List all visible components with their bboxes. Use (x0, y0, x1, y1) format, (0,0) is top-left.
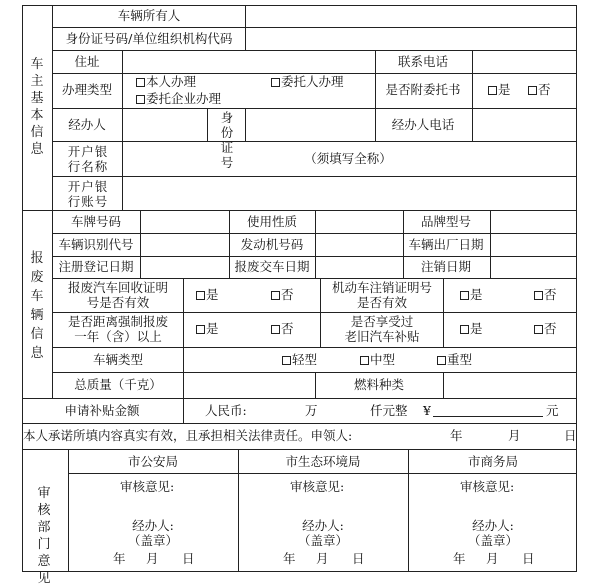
type-medium-option[interactable]: 中型 (360, 354, 395, 367)
checkbox-icon (196, 291, 205, 300)
recycle-cert-label-1: 报废汽车回收证明 (67, 280, 169, 295)
review-opinion-label: 审核意见: (460, 479, 515, 494)
rule (52, 50, 577, 51)
rule (52, 5, 53, 399)
scrap-date-label: 报废交车日期 (234, 259, 310, 274)
rule (68, 473, 577, 474)
checkbox-icon (136, 95, 145, 104)
rule (52, 312, 577, 313)
checkbox-icon (460, 291, 469, 300)
forced-yes-option[interactable]: 是 (196, 323, 219, 336)
brand-label: 品牌型号 (420, 214, 472, 229)
checkbox-icon (196, 325, 205, 334)
address-label: 住址 (74, 54, 100, 69)
type-light-option[interactable]: 轻型 (282, 354, 317, 367)
owner-label: 车辆所有人 (117, 8, 181, 23)
review-seal-label: （盖章） (297, 533, 349, 548)
cancel-cert-label-1: 机动车注销证明号 (331, 280, 433, 295)
review-handler-label: 经办人: (302, 518, 344, 533)
mass-label: 总质量（千克） (74, 377, 162, 392)
review-day: 日 (522, 551, 535, 566)
recycle-cert-label-2: 号是否有效 (86, 295, 150, 310)
subsidy-label-2: 老旧汽车补贴 (344, 329, 420, 344)
attach-yes-option[interactable]: 是 (488, 84, 511, 97)
checkbox-icon (271, 78, 280, 87)
review-seal-label: （盖章） (127, 533, 179, 548)
promise-text: 本人承诺所填内容真实有效，且承担相关法律责任。申领人: (23, 428, 353, 443)
rule (320, 278, 321, 348)
bank-name-label: 开户银行名称 (67, 144, 109, 174)
phone-label: 联系电话 (397, 54, 449, 69)
handler-phone-label: 经办人电话 (391, 117, 455, 132)
border-left (22, 5, 23, 572)
type-heavy-option[interactable]: 重型 (437, 354, 472, 367)
review-month: 月 (486, 551, 499, 566)
checkbox-icon (528, 86, 537, 95)
border-right (576, 5, 577, 572)
plate-label: 车牌号码 (70, 214, 122, 229)
review-opinion-label: 审核意见: (120, 479, 175, 494)
attach-no-option[interactable]: 否 (528, 84, 551, 97)
yuan-label: 元 (546, 403, 559, 418)
dept-ecology-environment: 市生态环境局 (285, 454, 361, 469)
review-year: 年 (283, 551, 296, 566)
checkbox-icon (136, 78, 145, 87)
recycle-yes-option[interactable]: 是 (196, 289, 219, 302)
forced-no-option[interactable]: 否 (271, 323, 294, 336)
bank-note: （须填写全称） (304, 151, 392, 166)
amount-underline[interactable] (433, 416, 543, 417)
rule (22, 398, 577, 399)
dept-public-security: 市公安局 (127, 454, 179, 469)
vehicle-section-title: 报废车辆信息 (30, 251, 44, 361)
rule (22, 449, 577, 450)
cancel-cert-label-2: 是否有效 (356, 295, 408, 310)
rule (315, 210, 316, 279)
rule (22, 210, 577, 211)
cancel-cert-yes-option[interactable]: 是 (460, 289, 483, 302)
handler-label: 经办人 (68, 117, 106, 132)
method-label: 办理类型 (61, 82, 113, 97)
rule (183, 398, 184, 424)
checkbox-icon (271, 291, 280, 300)
promise-year: 年 (450, 428, 463, 443)
rule (22, 423, 577, 424)
reg-date-label: 注册登记日期 (58, 259, 134, 274)
subsidy-no-option[interactable]: 否 (534, 323, 557, 336)
method-company-option[interactable]: 委托企业办理 (136, 93, 221, 106)
rule (207, 108, 208, 142)
review-year: 年 (113, 551, 126, 566)
rule (245, 5, 246, 51)
review-year: 年 (453, 551, 466, 566)
qian-label: 仟元整 (370, 403, 408, 418)
rule (140, 210, 141, 279)
rule (443, 278, 444, 348)
checkbox-icon (282, 356, 291, 365)
forced-label-1: 是否距离强制报废 (67, 314, 169, 329)
method-agent-option[interactable]: 委托人办理 (271, 76, 344, 89)
checkbox-icon (534, 291, 543, 300)
promise-day: 日 (564, 428, 577, 443)
engine-label: 发动机号码 (240, 237, 304, 252)
rmb-label: 人民币: (205, 403, 247, 418)
vin-label: 车辆识别代号 (58, 237, 134, 252)
rule (229, 210, 230, 279)
rule (68, 449, 69, 572)
id-label: 身份证号码/单位组织机构代码 (65, 31, 233, 46)
review-month: 月 (316, 551, 329, 566)
checkbox-icon (460, 325, 469, 334)
dept-commerce: 市商务局 (467, 454, 519, 469)
attach-label: 是否附委托书 (385, 82, 461, 97)
checkbox-icon (437, 356, 446, 365)
rule (472, 50, 473, 142)
border-bottom (22, 571, 577, 572)
rule (443, 372, 444, 399)
review-seal-label: （盖章） (467, 533, 519, 548)
promise-month: 月 (508, 428, 521, 443)
checkbox-icon (271, 325, 280, 334)
bank-account-label: 开户银行账号 (67, 179, 109, 209)
rule (52, 176, 577, 177)
checkbox-icon (534, 325, 543, 334)
review-section-title: 审核部门意见 (37, 486, 51, 586)
subsidy-label-1: 是否享受过 (350, 314, 414, 329)
review-handler-label: 经办人: (132, 518, 174, 533)
rule (52, 347, 577, 348)
handler-id-label: 身份证号 (220, 110, 234, 170)
rule (183, 347, 184, 399)
review-month: 月 (146, 551, 159, 566)
checkbox-icon (360, 356, 369, 365)
rule (52, 27, 577, 28)
rule (375, 50, 376, 142)
factory-date-label: 车辆出厂日期 (408, 237, 484, 252)
rule (315, 372, 316, 399)
rule (238, 449, 239, 572)
method-self-option[interactable]: 本人办理 (136, 76, 196, 89)
rule (122, 50, 123, 211)
rule (52, 108, 577, 109)
fuel-label: 燃料种类 (353, 377, 405, 392)
wan-label: 万 (305, 403, 318, 418)
subsidy-yes-option[interactable]: 是 (460, 323, 483, 336)
vehicle-type-label: 车辆类型 (92, 352, 144, 367)
rule (408, 449, 409, 572)
use-type-label: 使用性质 (246, 214, 298, 229)
checkbox-icon (488, 86, 497, 95)
yen-sign: ¥ (423, 403, 431, 418)
rule (52, 141, 577, 142)
rule (183, 278, 184, 348)
cancel-date-label: 注销日期 (420, 259, 472, 274)
rule (245, 108, 246, 142)
review-day: 日 (182, 551, 195, 566)
review-opinion-label: 审核意见: (290, 479, 345, 494)
owner-section-title: 车主基本信息 (30, 57, 44, 157)
rule (403, 210, 404, 279)
recycle-no-option[interactable]: 否 (271, 289, 294, 302)
forced-label-2: 一年（含）以上 (74, 329, 162, 344)
border-top (22, 5, 577, 6)
cancel-cert-no-option[interactable]: 否 (534, 289, 557, 302)
review-handler-label: 经办人: (472, 518, 514, 533)
rule (490, 210, 491, 279)
amount-label: 申请补贴金额 (64, 403, 140, 418)
review-day: 日 (352, 551, 365, 566)
